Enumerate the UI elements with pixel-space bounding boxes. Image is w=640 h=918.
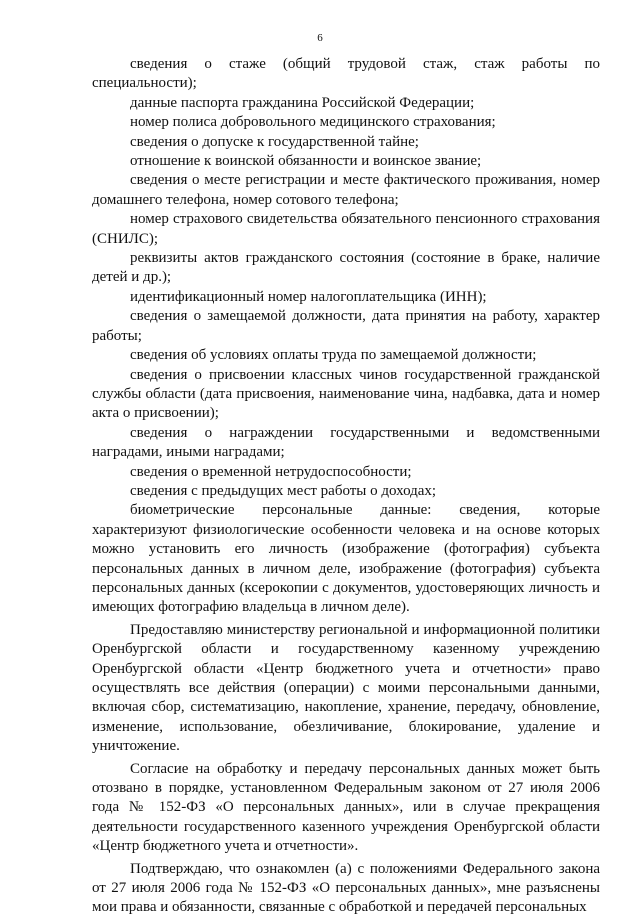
list-item-snils: номер страхового свидетельства обязательного пенсионного страхования (СНИЛС); — [92, 211, 600, 247]
list-item-awards: сведения о награждении государственными и ведомственными наградами, иными наградами; — [92, 424, 600, 461]
list-item-state-secret: сведения о допуске к государственной тайне; — [130, 133, 419, 150]
list-item-work-experience: сведения о стаже (общий трудовой стаж, стаж работы по специальности); — [92, 56, 600, 92]
list-item-residence: сведения о месте регистрации и месте фактического проживания, номер домашнего телефона, номер сотового телефона; — [92, 172, 600, 208]
list-item-disability: сведения о временной нетрудоспособности; — [130, 463, 412, 480]
list-item-biometric: биометрические персональные данные: сведения, которые характеризуют физиологические особенности человека и на основе которых можно установить его личность (изображение (фотография) субъекта персональных данных в личном деле, изображение (фотография) субъекта персональных данных (ксерокопии с документов, удостоверяющих личность и имеющих фотографию владельца в личном деле). — [92, 502, 600, 616]
list-item-civil-status: реквизиты актов гражданского состояния (состояние в браке, наличие детей и др.); — [92, 250, 600, 286]
revocation-paragraph: Согласие на обработку и передачу персональных данных может быть отозвано в порядке, установленном Федеральным законом от 27 июля 2006 года № 152-ФЗ «О персональных данных», или в случае прекращения деятельности государственного казенного учреждения Оренбургской области «Центр бюджетного учета и отчетности». — [92, 760, 600, 855]
list-item-inn: идентификационный номер налогоплательщика (ИНН); — [130, 288, 487, 305]
document-body — [92, 55, 600, 918]
consent-paragraph: Предоставляю министерству региональной и информационной политики Оренбургской области и государственному казенному учреждению Оренбургской области «Центр бюджетного учета и отчетности» право осуществлять все действия (операции) с моими персональными данными, включая сбор, систематизацию, накопление, хранение, передачу, обновление, изменение, использование, обезличивание, блокирование, удаление и уничтожение. — [92, 621, 600, 755]
list-item-class-ranks: сведения о присвоении классных чинов государственной гражданской службы области (дата присвоения, наименование чина, надбавка, дата и номер акта о присвоении); — [92, 366, 600, 422]
list-item-military-duty: отношение к воинской обязанности и воинское звание; — [130, 153, 482, 170]
list-item-position: сведения о замещаемой должности, дата принятия на работу, характер работы; — [92, 308, 600, 344]
confirmation-paragraph: Подтверждаю, что ознакомлен (а) с положениями Федерального закона от 27 июля 2006 года № 152-ФЗ «О персональных данных», мне разъяснены мои права и обязанности, связанные с обработкой и передачей персональных — [92, 860, 600, 916]
list-item-medical-policy: номер полиса добровольного медицинского страхования; — [130, 114, 496, 131]
list-item-passport: данные паспорта гражданина Российской Федерации; — [130, 94, 475, 111]
page-number: 6 — [317, 32, 323, 44]
list-item-pay-conditions: сведения об условиях оплаты труда по замещаемой должности; — [130, 347, 537, 364]
list-item-previous-income: сведения с предыдущих мест работы о доходах; — [130, 482, 437, 499]
